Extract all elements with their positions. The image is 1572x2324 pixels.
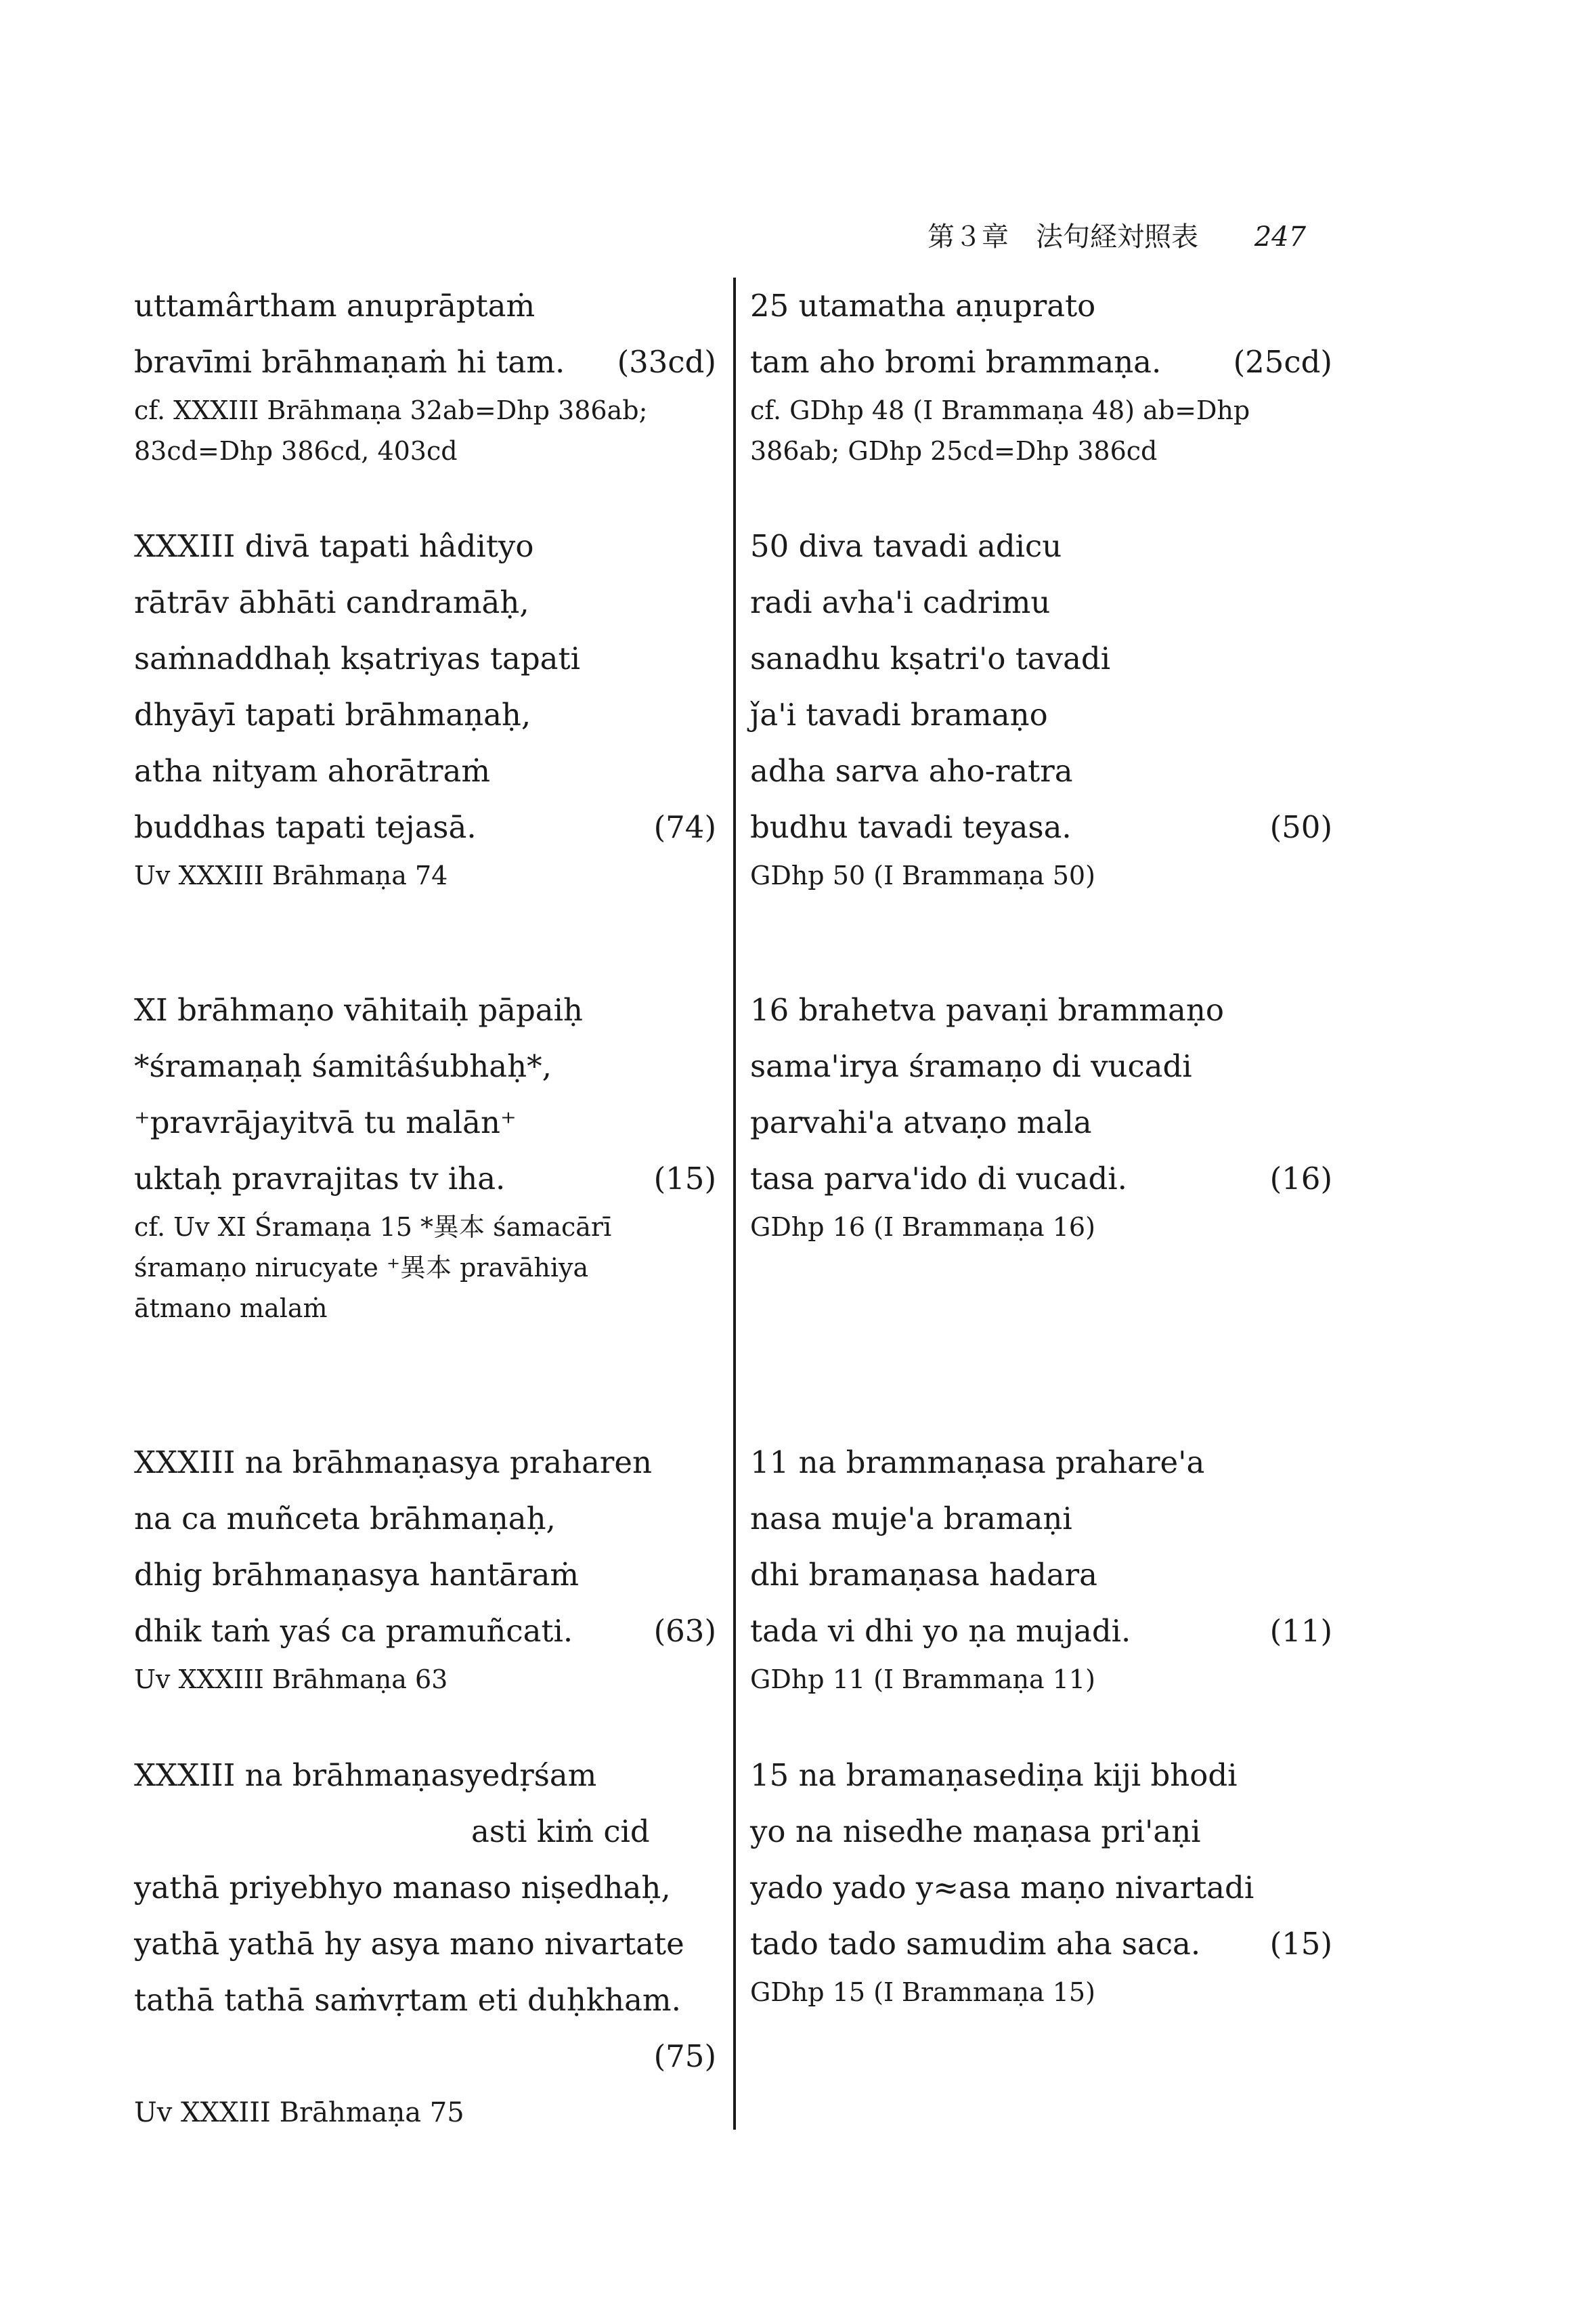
verse-block (134, 278, 716, 471)
verse-line: *śramaṇaḥ śamitâśubhaḥ*, (134, 1048, 552, 1084)
verse-block (134, 518, 716, 896)
column-divider (733, 278, 736, 2130)
verse-line (134, 799, 716, 855)
verse-note: GDhp 16 (I Brammaṇa 16) (750, 1212, 1095, 1242)
verse-line: tathā tathā saṁvṛtam eti duḥkham. (134, 1982, 681, 2018)
verse-line: atha nityam ahorātraṁ (134, 753, 491, 789)
verse-block (750, 518, 1332, 896)
verse-line: sanadhu kṣatri'o tavadi (750, 641, 1111, 676)
verse-note: Uv XXXIII Brāhmaṇa 63 (134, 1664, 448, 1694)
verse-note: cf. XXXIII Brāhmaṇa 32ab=Dhp 386ab; (134, 395, 648, 425)
verse-note: ātmano malaṁ (134, 1293, 328, 1323)
verse-line (750, 799, 1332, 855)
verse-note: cf. GDhp 48 (I Brammaṇa 48) ab=Dhp (750, 395, 1250, 425)
verse-note: GDhp 50 (I Brammaṇa 50) (750, 861, 1095, 890)
verse-line (134, 1150, 716, 1207)
verse-note: GDhp 15 (I Brammaṇa 15) (750, 1977, 1095, 2007)
verse-line: yathā yathā hy asya mano nivartate (134, 1926, 684, 1962)
verse-line: dhyāyī tapati brāhmaṇaḥ, (134, 697, 531, 733)
verse-block (750, 1434, 1332, 1700)
verse-block (134, 1747, 716, 2133)
verse-text: dhik taṁ yaś ca pramuñcati. (134, 1613, 573, 1649)
verse-text: tam aho bromi brammaṇa. (750, 344, 1162, 380)
verse-line: 16 brahetva pavaṇi brammaṇo (750, 992, 1224, 1028)
page-number: 247 (1254, 221, 1307, 253)
verse-text: bravīmi brāhmaṇaṁ hi tam. (134, 344, 565, 380)
verse-line: parvahi'a atvaṇo mala (750, 1104, 1092, 1140)
verse-line: XXXIII na brāhmaṇasyedṛśam (134, 1757, 597, 1793)
verse-line: asti kiṁ cid (471, 1813, 650, 1849)
verse-number: (50) (1269, 809, 1332, 845)
verse-block (134, 982, 716, 1329)
verse-number: (15) (1269, 1926, 1332, 1962)
verse-number: (15) (653, 1161, 716, 1197)
verse-text: tado tado samudim aha saca. (750, 1926, 1201, 1962)
verse-line: na ca muñceta brāhmaṇaḥ, (134, 1501, 556, 1536)
verse-number: (16) (1269, 1161, 1332, 1197)
verse-line: XXXIII na brāhmaṇasya praharen (134, 1444, 653, 1480)
verse-number: (25cd) (1233, 344, 1332, 380)
verse-line: radi avha'i cadrimu (750, 584, 1051, 620)
verse-line: XI brāhmaṇo vāhitaiḥ pāpaiḥ (134, 992, 583, 1028)
verse-line: 11 na brammaṇasa prahare'a (750, 1444, 1205, 1480)
verse-text: buddhas tapati tejasā. (134, 809, 477, 845)
verse-line (750, 1150, 1332, 1207)
verse-text: uktaḥ pravrajitas tv iha. (134, 1161, 506, 1197)
verse-text: tada vi dhi yo ṇa mujadi. (750, 1613, 1131, 1649)
verse-text: tasa parva'ido di vucadi. (750, 1161, 1127, 1197)
verse-number: (33cd) (617, 344, 716, 380)
verse-note: 83cd=Dhp 386cd, 403cd (134, 436, 458, 466)
verse-line: 15 na bramaṇasediṇa kiji bhodi (750, 1757, 1238, 1793)
verse-line: saṁnaddhaḥ kṣatriyas tapati (134, 641, 580, 676)
page-header (927, 215, 1306, 254)
verse-number: (11) (1269, 1613, 1332, 1649)
verse-line: yo na nisedhe maṇasa pri'aṇi (750, 1813, 1201, 1849)
verse-line (134, 1603, 716, 1659)
verse-line (750, 1916, 1332, 1972)
verse-note: GDhp 11 (I Brammaṇa 11) (750, 1664, 1095, 1694)
verse-line: sama'irya śramaṇo di vucadi (750, 1048, 1192, 1084)
verse-note: śramaṇo nirucyate ⁺異本 pravāhiya (134, 1253, 589, 1283)
verse-note: 386ab; GDhp 25cd=Dhp 386cd (750, 436, 1158, 466)
verse-line: yathā priyebhyo manaso niṣedhaḥ, (134, 1870, 671, 1906)
verse-line: rātrāv ābhāti candramāḥ, (134, 584, 529, 620)
chapter-title: 第３章 法句経対照表 (927, 221, 1198, 253)
verse-line: ⁺pravrājayitvā tu malān⁺ (134, 1104, 517, 1140)
verse-block (750, 278, 1332, 471)
verse-line (750, 334, 1332, 390)
verse-line (134, 334, 716, 390)
verse-line: 25 utamatha aṇuprato (750, 288, 1096, 324)
verse-line: uttamârtham anuprāptaṁ (134, 288, 536, 324)
verse-line: dhig brāhmaṇasya hantāraṁ (134, 1557, 580, 1593)
verse-note: Uv XXXIII Brāhmaṇa 74 (134, 861, 448, 890)
verse-line: yado yado y≈asa maṇo nivartadi (750, 1870, 1254, 1906)
verse-line: nasa muje'a bramaṇi (750, 1501, 1072, 1536)
verse-number: (74) (653, 809, 716, 845)
verse-number: (75) (653, 2038, 716, 2074)
verse-note: cf. Uv XI Śramaṇa 15 *異本 śamacārī (134, 1212, 612, 1242)
verse-line: ǰa'i tavadi bramaṇo (750, 697, 1048, 733)
verse-block (750, 1747, 1332, 2013)
verse-block (750, 982, 1332, 1247)
verse-number: (63) (653, 1613, 716, 1649)
verse-note: Uv XXXIII Brāhmaṇa 75 (134, 2097, 464, 2128)
verse-line (750, 1603, 1332, 1659)
verse-line: 50 diva tavadi adicu (750, 528, 1062, 564)
verse-text: budhu tavadi teyasa. (750, 809, 1072, 845)
verse-block (134, 1434, 716, 1700)
verse-line: adha sarva aho-ratra (750, 753, 1073, 789)
verse-line: XXXIII divā tapati hâdityo (134, 528, 534, 564)
verse-line: dhi bramaṇasa hadara (750, 1557, 1097, 1593)
